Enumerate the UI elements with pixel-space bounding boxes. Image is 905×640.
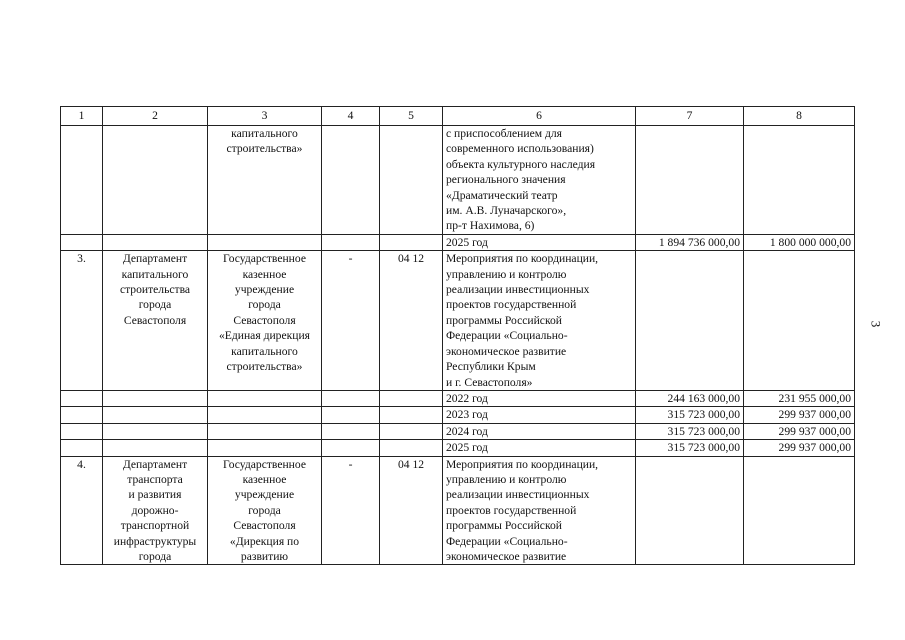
- text-line: Севастополя: [123, 313, 187, 327]
- amount-col8: 231 955 000,00: [744, 390, 855, 406]
- year-row: [61, 423, 855, 439]
- text-line: современного использования): [446, 142, 594, 156]
- department-cell: [103, 456, 208, 565]
- budget-table: [60, 106, 855, 565]
- text-line: и развития: [128, 488, 182, 502]
- text-line: дорожно-: [131, 503, 179, 517]
- year-cell: 2024 год: [443, 423, 636, 439]
- text-line: и г. Севастополя»: [446, 375, 533, 389]
- text-line: экономическое развитие: [446, 549, 567, 563]
- text-line: Севастополя: [233, 519, 296, 533]
- department-cell: [103, 251, 208, 391]
- object-description-cell: [443, 126, 636, 235]
- text-line: учреждение: [234, 488, 295, 502]
- text-line: проектов государственной: [446, 298, 577, 312]
- text-line: строительства»: [226, 360, 303, 374]
- text-line: города: [138, 549, 172, 563]
- text-line: экономическое развитие: [446, 344, 567, 358]
- text-line: пр-т Нахимова, 6): [446, 219, 535, 233]
- text-line: «Единая дирекция: [219, 329, 310, 343]
- text-line: казенное: [242, 472, 287, 486]
- text-line: капитального: [121, 267, 189, 281]
- amount-col7: 244 163 000,00: [636, 390, 744, 406]
- text-line: объекта культурного наследия: [446, 157, 596, 171]
- amount-col7: 315 723 000,00: [636, 440, 744, 456]
- text-line: управлению и контролю: [446, 472, 567, 486]
- header-col-8: 8: [744, 107, 855, 126]
- year-row: [61, 440, 855, 456]
- text-line: Мероприятия по координации,: [446, 252, 599, 266]
- text-line: учреждение: [234, 283, 295, 297]
- row-number: 4.: [61, 456, 103, 565]
- code-cell: 04 12: [380, 456, 443, 565]
- header-col-5: 5: [380, 107, 443, 126]
- col4-cell: -: [322, 251, 380, 391]
- executor-cell: [208, 456, 322, 565]
- text-line: «Дирекция по: [229, 534, 300, 548]
- year-cell: 2025 год: [443, 440, 636, 456]
- col4-cell: -: [322, 456, 380, 565]
- text-line: строительства»: [226, 142, 303, 156]
- year-row: [61, 407, 855, 423]
- object-description-cell: [443, 251, 636, 391]
- text-line: города: [248, 298, 281, 312]
- table-row-3: [61, 251, 855, 391]
- text-line: Мероприятия по координации,: [446, 457, 599, 471]
- executor-cell: [208, 126, 322, 235]
- text-line: строительства: [119, 283, 191, 297]
- object-description-cell: [443, 456, 636, 565]
- text-line: города: [138, 298, 172, 312]
- text-line: реализации инвестиционных: [446, 488, 590, 502]
- year-row: [61, 234, 855, 250]
- text-line: программы Российской: [446, 313, 562, 327]
- year-cell: 2025 год: [443, 234, 636, 250]
- amount-col8: 299 937 000,00: [744, 407, 855, 423]
- text-line: капитального: [231, 344, 298, 358]
- text-line: Государственное: [223, 252, 306, 266]
- text-line: Государственное: [223, 457, 306, 471]
- text-line: казенное: [242, 267, 287, 281]
- text-line: капитального: [231, 127, 298, 140]
- text-line: регионального значения: [446, 173, 566, 187]
- text-line: развитию: [240, 549, 289, 563]
- text-line: «Драматический театр: [446, 188, 558, 202]
- text-line: программы Российской: [446, 519, 562, 533]
- header-col-1: 1: [61, 107, 103, 126]
- text-line: Департамент: [122, 457, 188, 471]
- text-line: Федерации «Социально-: [446, 534, 568, 548]
- text-line: с приспособлением для: [446, 127, 562, 140]
- text-line: проектов государственной: [446, 503, 577, 517]
- code-cell: 04 12: [380, 251, 443, 391]
- text-line: Севастополя: [233, 313, 296, 327]
- text-line: управлению и контролю: [446, 267, 567, 281]
- page-number: 3: [868, 320, 884, 328]
- header-col-4: 4: [322, 107, 380, 126]
- text-line: транспорта: [127, 472, 183, 486]
- amount-col8: 299 937 000,00: [744, 440, 855, 456]
- header-col-2: 2: [103, 107, 208, 126]
- text-line: им. А.В. Луначарского»,: [446, 204, 567, 218]
- text-line: города: [248, 503, 281, 517]
- amount-col8: 299 937 000,00: [744, 423, 855, 439]
- executor-cell: [208, 251, 322, 391]
- amount-col8: 1 800 000 000,00: [744, 234, 855, 250]
- header-col-7: 7: [636, 107, 744, 126]
- header-col-3: 3: [208, 107, 322, 126]
- amount-col7: 1 894 736 000,00: [636, 234, 744, 250]
- text-line: инфраструктуры: [113, 534, 197, 548]
- table-row-4: [61, 456, 855, 565]
- text-line: Федерации «Социально-: [446, 329, 568, 343]
- header-col-6: 6: [443, 107, 636, 126]
- year-cell: 2022 год: [443, 390, 636, 406]
- year-row: [61, 390, 855, 406]
- table-row-continued: [61, 126, 855, 235]
- header-row: [61, 107, 855, 126]
- amount-col7: 315 723 000,00: [636, 407, 744, 423]
- amount-col7: 315 723 000,00: [636, 423, 744, 439]
- row-number: 3.: [61, 251, 103, 391]
- text-line: реализации инвестиционных: [446, 283, 590, 297]
- text-line: Республики Крым: [446, 360, 536, 374]
- text-line: Департамент: [122, 252, 188, 266]
- year-cell: 2023 год: [443, 407, 636, 423]
- text-line: транспортной: [120, 519, 190, 533]
